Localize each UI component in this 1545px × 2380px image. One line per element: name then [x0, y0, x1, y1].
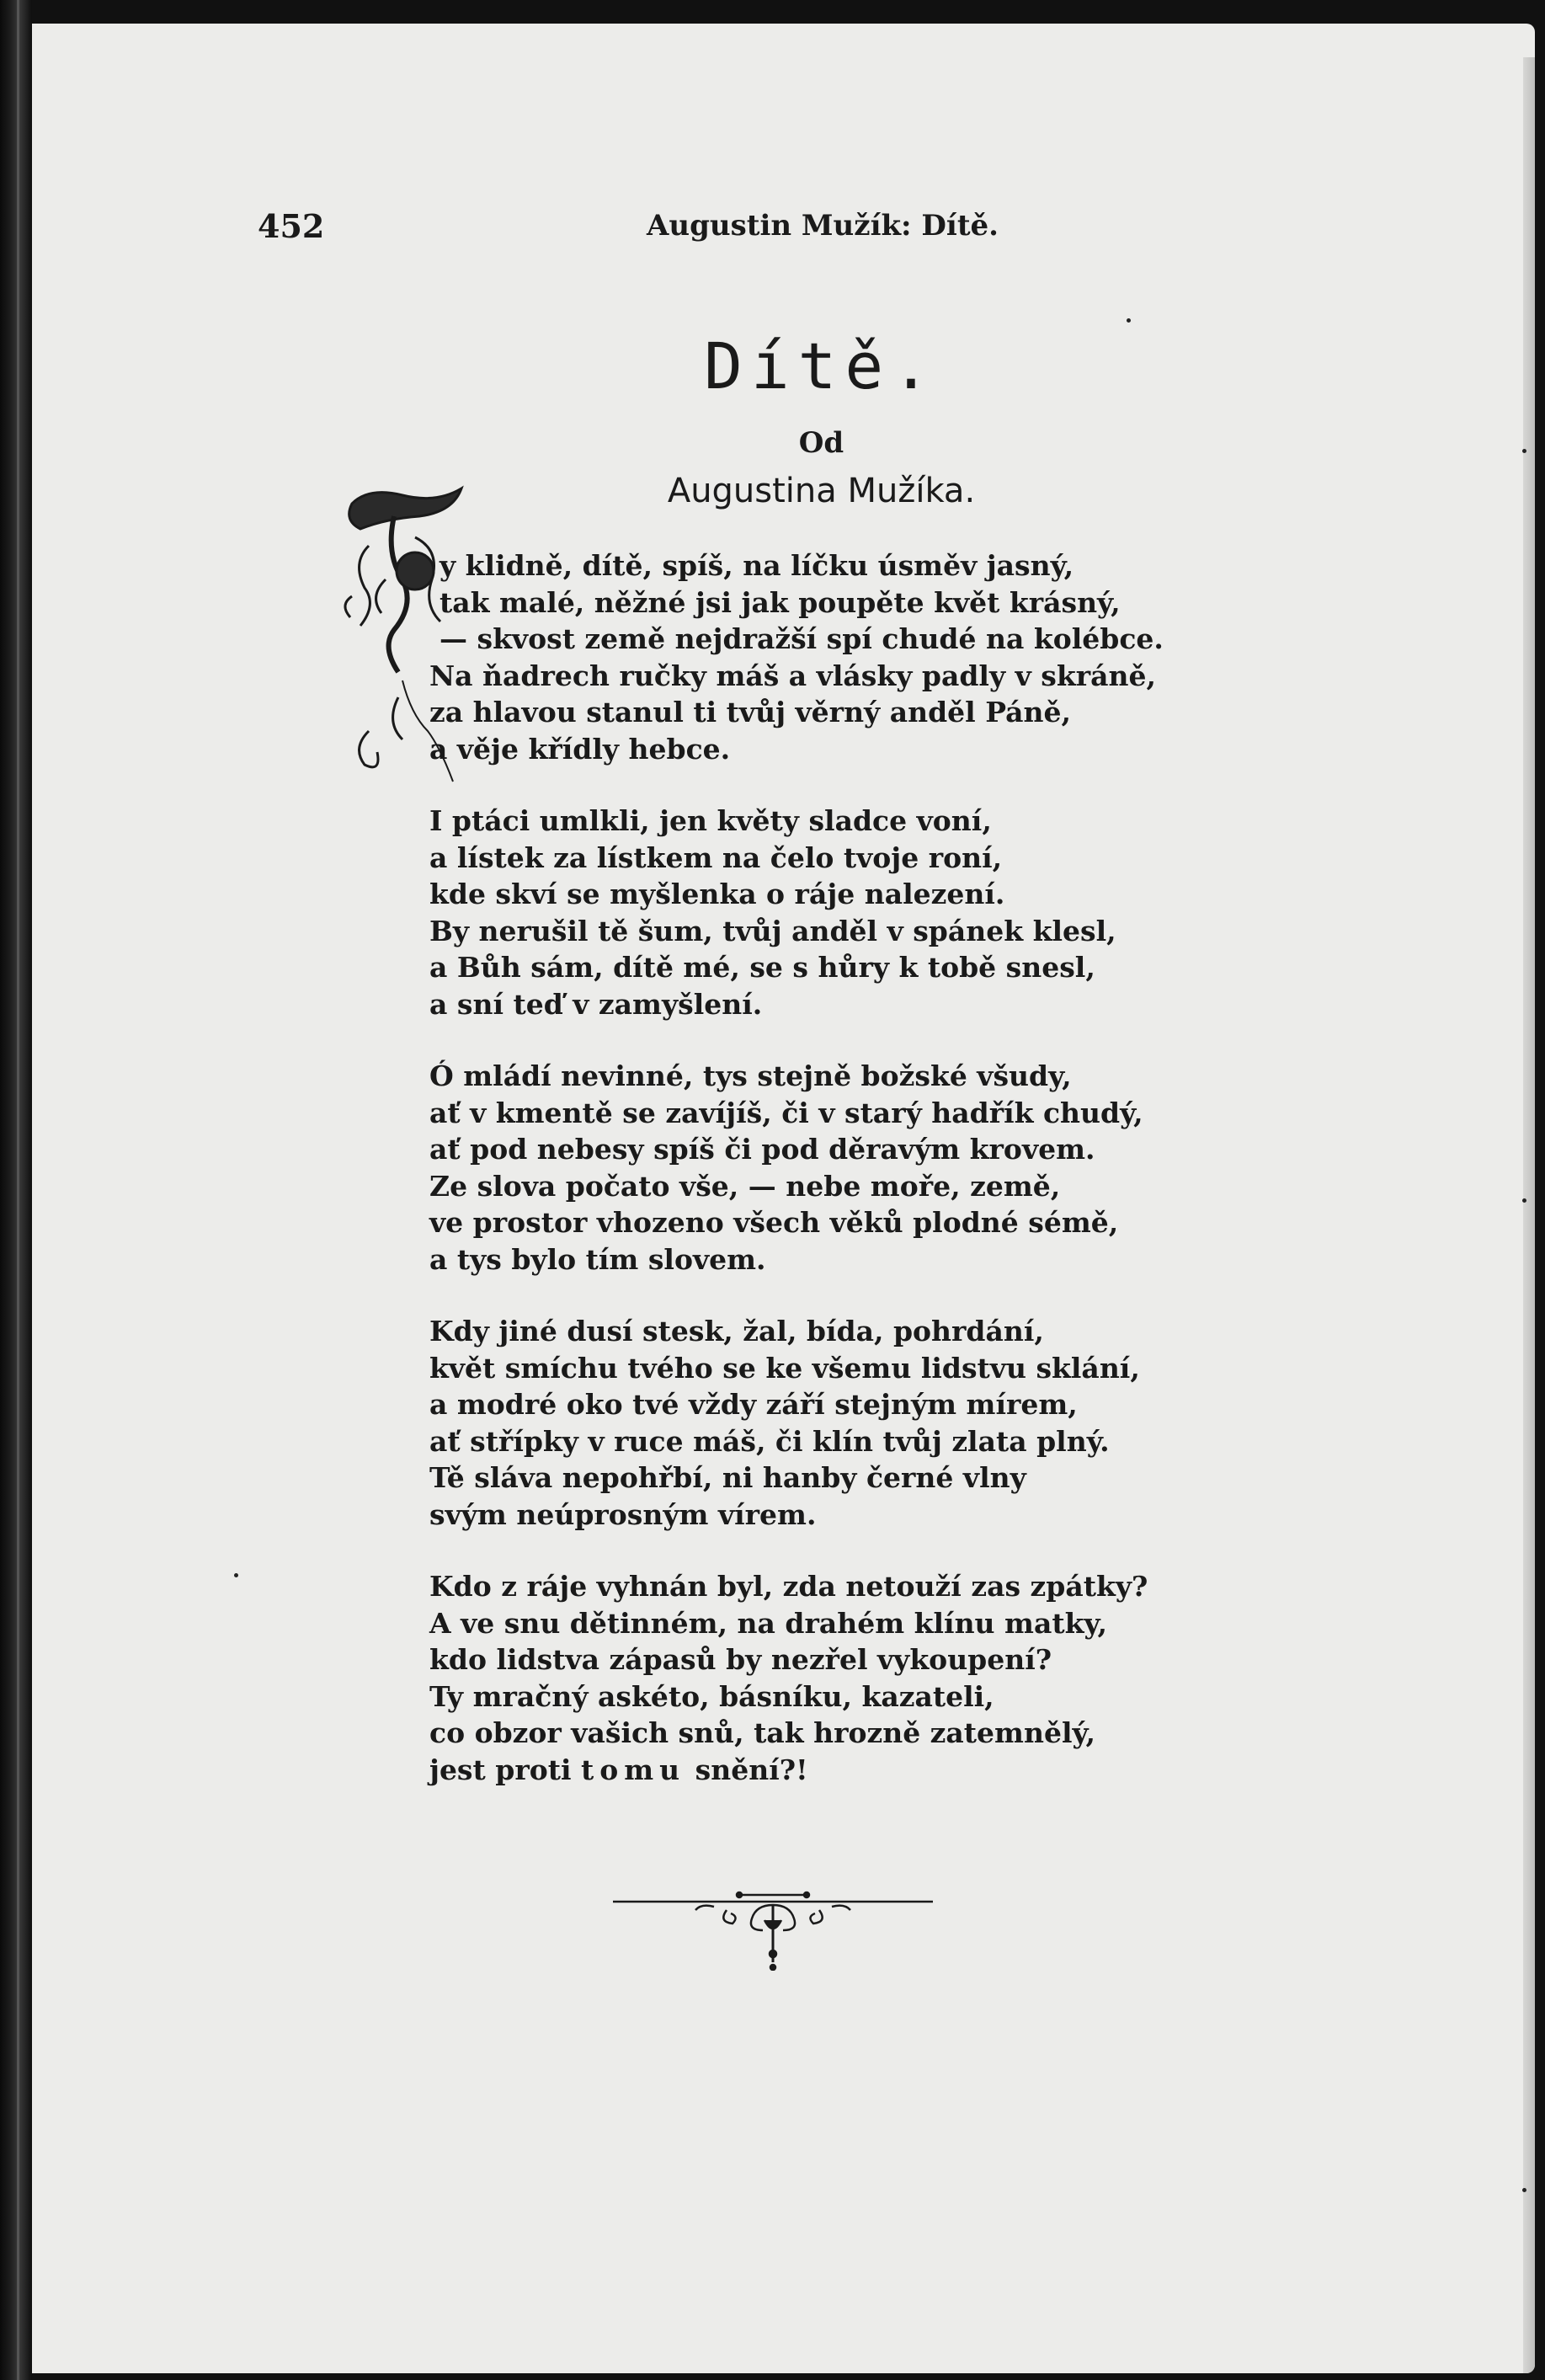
poem-title: Dítě. [704, 328, 939, 403]
last-line-prefix: jest proti [429, 1753, 581, 1786]
stanza-2 [429, 803, 1255, 1022]
poem-line: svým neúprosným vírem. [429, 1497, 817, 1531]
poem-line: ať v kmentě se zavíjíš, či v starý hadřík chudý, [429, 1096, 1143, 1129]
poem-line: By nerušil tě šum, tvůj anděl v spánek klesl, [429, 914, 1116, 947]
byline-author: Augustina Mužíka. [667, 472, 976, 510]
page-number: 452 [258, 207, 325, 245]
poem-line: — skvost země nejdražší spí chudé na kolébce. [440, 622, 1164, 655]
stanza-3 [429, 1058, 1255, 1278]
poem-line: y klidně, dítě, spíš, na líčku úsměv jasný, [440, 549, 1074, 582]
poem-line: a lístek za lístkem na čelo tvoje roní, [429, 840, 1003, 874]
poem-line: Ó mládí nevinné, tys stejně božské všudy, [429, 1059, 1072, 1092]
page-header [32, 207, 1535, 249]
poem-line: A ve snu dětinném, na drahém klínu matky, [429, 1606, 1107, 1640]
book-page [32, 24, 1535, 2373]
poem-line: Kdy jiné dusí stesk, žal, bída, pohrdání, [429, 1315, 1044, 1347]
poem-line: co obzor vašich snů, tak hrozně zatemnělý, [429, 1716, 1095, 1749]
poem-line: Na ňadrech ručky máš a vlásky padly v skráně, [429, 659, 1156, 692]
poem-line: a Bůh sám, dítě mé, se s hůry k tobě snesl, [429, 951, 1095, 984]
last-line-suffix: snění?! [685, 1753, 808, 1786]
byline-od: Od [798, 426, 844, 460]
poem-line: ve prostor vhozeno všech věků plodné sémě, [429, 1206, 1119, 1239]
running-head: Augustin Mužík: Dítě. [647, 209, 999, 243]
paper-speck [234, 1573, 238, 1577]
last-line-spaced-word: tomu [581, 1753, 686, 1786]
poem-line: tak malé, něžné jsi jak poupěte květ krásný, [440, 585, 1121, 619]
poem-line: za hlavou stanul ti tvůj věrný anděl Páně, [429, 696, 1071, 728]
poem-line: I ptáci umlkli, jen květy sladce voní, [429, 804, 992, 837]
paper-speck [1522, 1198, 1526, 1203]
poem-line: a modré oko tvé vždy září stejným mírem, [429, 1388, 1078, 1421]
poem-line: Ze slova počato vše, — nebe moře, země, [429, 1169, 1061, 1203]
poem-line: Kdo z ráje vyhnán byl, zda netouží zas zpátky? [429, 1570, 1148, 1603]
stanza-1 [429, 547, 1255, 767]
paper-speck [1127, 318, 1131, 323]
paper-speck [1522, 2188, 1526, 2192]
poem-line: ať pod nebesy spíš či pod děravým krovem. [429, 1133, 1095, 1166]
poem-last-line [429, 1752, 1255, 1789]
poem-line: Ty mračný askéto, básníku, kazateli, [429, 1679, 994, 1713]
tailpiece-ornament-icon [613, 1870, 933, 1971]
stanza-4 [429, 1313, 1255, 1533]
poem-line: květ smíchu tvého se ke všemu lidstvu sklání, [429, 1351, 1140, 1385]
poem-body [429, 547, 1255, 1823]
paper-speck [1522, 449, 1526, 453]
poem-line: a tys bylo tím slovem. [429, 1242, 766, 1276]
page-edge [1523, 57, 1535, 2373]
poem-line: a sní teď v zamyšlení. [429, 987, 763, 1021]
poem-line: ať střípky v ruce máš, či klín tvůj zlata plný. [429, 1424, 1110, 1458]
poem-line: kdo lidstva zápasů by nezřel vykoupení? [429, 1643, 1052, 1676]
poem-line: kde skví se myšlenka o ráje nalezení. [429, 878, 1005, 910]
poem-line: a věje křídly hebce. [429, 732, 731, 766]
book-binding [0, 0, 32, 2380]
poem-line: Tě sláva nepohřbí, ni hanby černé vlny [429, 1461, 1026, 1494]
stanza-5 [429, 1568, 1255, 1788]
